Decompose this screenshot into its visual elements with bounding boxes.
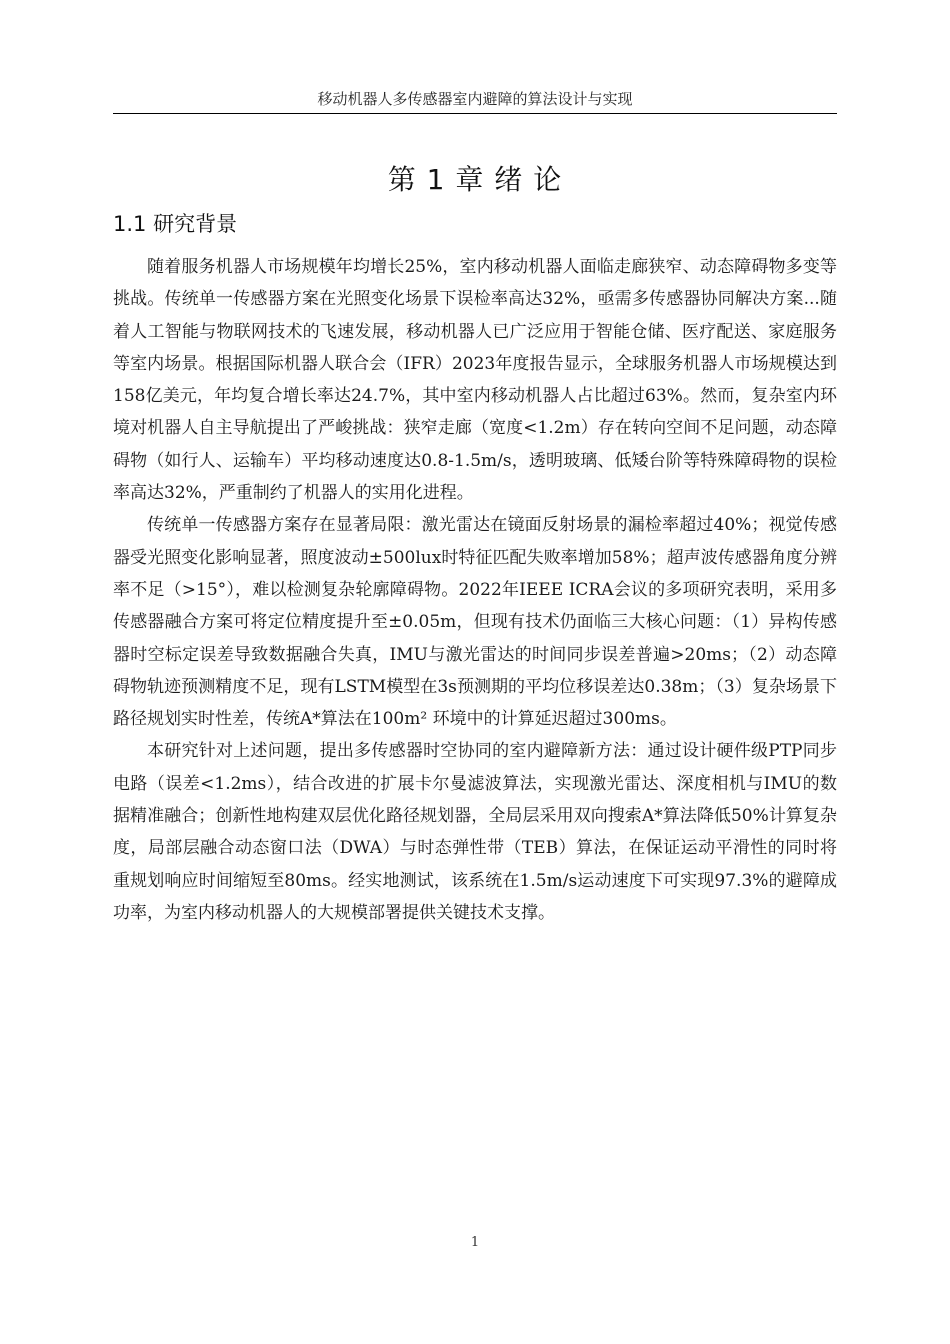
paragraph-3: 本研究针对上述问题，提出多传感器时空协同的室内避障新方法：通过设计硬件级PTP同步电路（误差<1.2ms），结合改进的扩展卡尔曼滤波算法，实现激光雷达、深度相机与IMU的数据精准融合；创新性地构建双层优化路径规划器，全局层采用双向搜索A*算法降低50%计算复杂度，局部层融合动态窗口法（DWA）与时态弹性带（TEB）算法，在保证运动平滑性的同时将重规划响应时间缩短至80ms。经实地测试，该系统在1.5m/s运动速度下可实现97.3%的避障成功率，为室内移动机器人的大规模部署提供关键技术支撑。 [113, 741, 837, 923]
paragraph-2: 传统单一传感器方案存在显著局限：激光雷达在镜面反射场景的漏检率超过40%；视觉传感器受光照变化影响显著，照度波动±500lux时特征匹配失败率增加58%；超声波传感器角度分辨率不足（>15°），难以检测复杂轮廓障碍物。2022年IEEE ICRA会议的多项研究表明，采用多传感器融合方案可将定位精度提升至±0.05m，但现有技术仍面临三大核心问题：（1）异构传感器时空标定误差导致数据融合失真，IMU与激光雷达的时间同步误差普遍>20ms；（2）动态障碍物轨迹预测精度不足，现有LSTM模型在3s预测期的平均位移误差达0.38m；（3）复杂场景下路径规划实时性差，传统A*算法在100m² 环境中的计算延迟超过300ms。 [113, 515, 837, 730]
body-text [113, 251, 837, 929]
section-heading: 1.1 研究背景 [113, 212, 238, 236]
header-divider [113, 113, 837, 114]
chapter-title: 第 1 章 绪 论 [387, 163, 563, 196]
paragraph-1: 随着服务机器人市场规模年均增长25%，室内移动机器人面临走廊狭窄、动态障碍物多变等挑战。传统单一传感器方案在光照变化场景下误检率高达32%，亟需多传感器协同解决方案...随着人工智能与物联网技术的飞速发展，移动机器人已广泛应用于智能仓储、医疗配送、家庭服务等室内场景。根据国际机器人联合会（IFR）2023年度报告显示，全球服务机器人市场规模达到158亿美元，年均复合增长率达24.7%，其中室内移动机器人占比超过63%。然而，复杂室内环境对机器人自主导航提出了严峻挑战：狭窄走廊（宽度<1.2m）存在转向空间不足问题，动态障碍物（如行人、运输车）平均移动速度达0.8-1.5m/s，透明玻璃、低矮台阶等特殊障碍物的误检率高达32%，严重制约了机器人的实用化进程。 [113, 257, 837, 504]
page-number: 1 [470, 1235, 480, 1250]
running-header-title: 移动机器人多传感器室内避障的算法设计与实现 [317, 90, 633, 108]
